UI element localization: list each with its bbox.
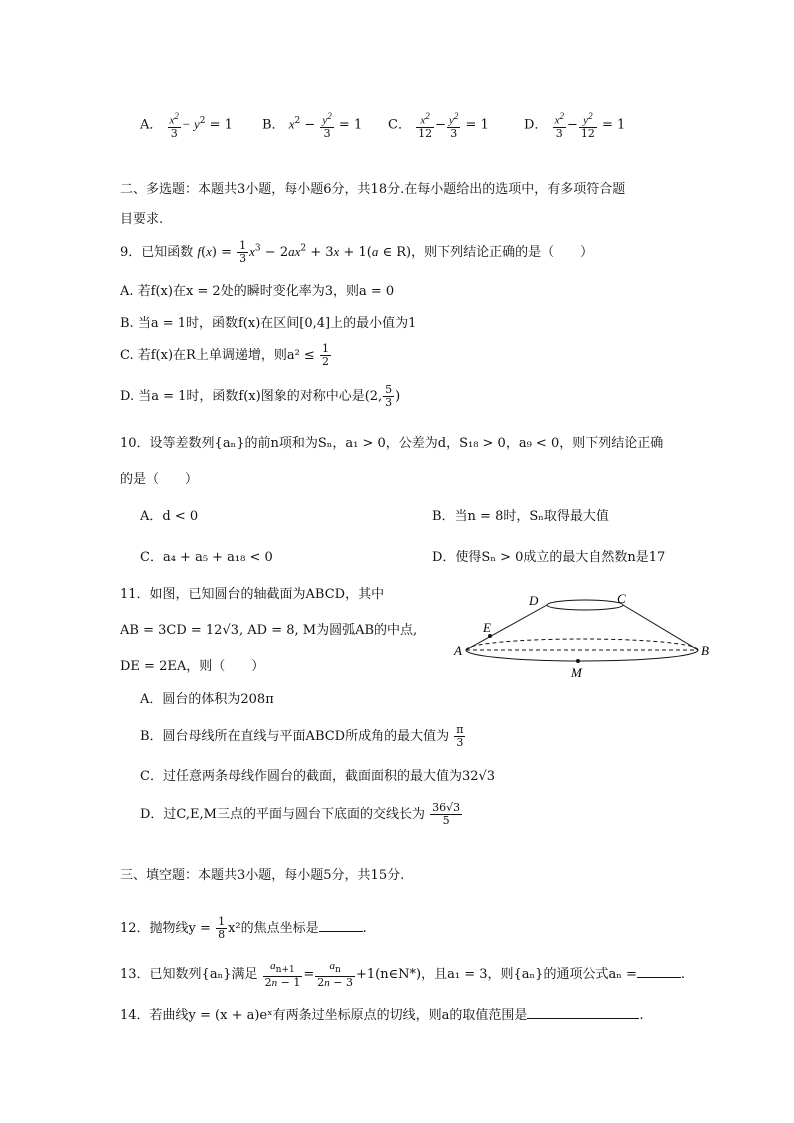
q12-suffix: x²的焦点坐标是 bbox=[228, 921, 319, 936]
q8-option-c-label: C． bbox=[388, 117, 411, 133]
fraction: $\frac{1}{3}$ bbox=[239, 239, 247, 265]
q9-prefix: 9．已知函数 bbox=[120, 245, 194, 260]
q9-option-d-text: D. 当a = 1时，函数f(x)图象的对称中心是(2, bbox=[120, 389, 383, 404]
q9-option-b: B. 当a = 1时，函数f(x)在区间[0,4]上的最小值为1 bbox=[120, 316, 417, 331]
section3-heading: 三、填空题：本题共3小题，每小题5分，共15分. bbox=[120, 868, 405, 883]
q8-option-a-label: A． bbox=[140, 117, 163, 133]
fraction: $\frac{y^2}{3}$ bbox=[322, 111, 332, 140]
q8-option-c: C． $\frac{x^2}{12}$ − $\frac{y^2}{3}$ = 1 bbox=[388, 111, 489, 140]
q11-option-d-text: D．过C,E,M三点的平面与圆台下底面的交线长为 bbox=[140, 807, 425, 822]
q14-text: 14．若曲线y = (x + a)eˣ有两条过坐标原点的切线，则a的取值范围是 bbox=[120, 1008, 528, 1023]
fraction: $\frac{x^2}{12}$ bbox=[418, 111, 433, 140]
label-b: B bbox=[701, 643, 709, 658]
q11-option-a: A．圆台的体积为208π bbox=[140, 692, 274, 707]
q11-option-c: C．过任意两条母线作圆台的截面，截面面积的最大值为32√3 bbox=[140, 769, 496, 784]
fraction: $\frac{a_{n+1}}{2n - 1}$ bbox=[264, 960, 301, 990]
label-m: M bbox=[571, 665, 582, 680]
fraction: $\frac{y^2}{3}$ bbox=[449, 111, 459, 140]
q11-option-d bbox=[140, 802, 463, 827]
answer-blank[interactable] bbox=[527, 1018, 639, 1019]
generatrix-bc bbox=[623, 605, 698, 650]
point-m bbox=[576, 659, 580, 663]
fraction: $\frac{1}{8}$ bbox=[218, 915, 226, 941]
q13-prefix: 13．已知数列{aₙ}满足 bbox=[120, 967, 258, 983]
q9-option-d: D. 当a = 1时，函数f(x)图象的对称中心是(2, $\frac{5}{3}$ ) bbox=[120, 383, 401, 409]
fraction: $\frac{1}{2}$ bbox=[321, 342, 329, 368]
label-c: C bbox=[617, 591, 626, 606]
bottom-base-front-arc bbox=[466, 650, 698, 661]
section2-heading-line1: 二、多选题：本题共3小题，每小题6分，共18分.在每小题给出的选项中，有多项符合题 bbox=[120, 182, 626, 197]
q14: 14．若曲线y = (x + a)eˣ有两条过坐标原点的切线，则a的取值范围是 . bbox=[120, 1008, 644, 1023]
q10-option-b: B．当n = 8时，Sₙ取得最大值 bbox=[432, 509, 609, 524]
q12-prefix: 12．抛物线y = bbox=[120, 921, 211, 936]
q10-option-a: A．d < 0 bbox=[140, 509, 199, 524]
q11-stem-line2: AB = 3CD = 12√3, AD = 8, M为圆弧AB的中点, bbox=[120, 623, 418, 638]
q11-option-b bbox=[140, 724, 466, 749]
q10-option-d: D．使得Sₙ > 0成立的最大自然数n是17 bbox=[432, 550, 666, 565]
q9-suffix: ，则下列结论正确的是（ ） bbox=[411, 245, 594, 260]
q11-option-b-text: B．圆台母线所在直线与平面ABCD所成角的最大值为 bbox=[140, 729, 450, 744]
q9-option-c bbox=[120, 343, 332, 368]
q8-option-d: D． $\frac{x^2}{3}$ − $\frac{y^2}{12}$ = 1 bbox=[524, 111, 626, 140]
q8-option-b-label: B． bbox=[262, 117, 285, 133]
label-d: D bbox=[529, 593, 539, 608]
q13: 13．已知数列{aₙ}满足 $\frac{a_{n+1}}{2n - 1}$ = $\frac{a_n}{2n - 3}$ +1(n∈N*)，且a₁ = 3，则{aₙ}的通项公式aₙ = . bbox=[120, 960, 685, 990]
fraction: $\frac{a_n}{2n - 3}$ bbox=[317, 960, 353, 990]
q10-stem-line1: 10．设等差数列{aₙ}的前n项和为Sₙ，a₁ > 0，公差为d，S₁₈ > 0，a₉ < 0，则下列结论正确 bbox=[120, 436, 664, 451]
q12: 12．抛物线y = $\frac{1}{8}$ x²的焦点坐标是 . bbox=[120, 915, 367, 941]
bottom-base-back-arc bbox=[466, 639, 698, 650]
label-e: E bbox=[483, 620, 491, 635]
generatrix-ad bbox=[466, 605, 547, 650]
fraction: $\frac{x^2}{3}$ bbox=[169, 111, 179, 140]
q13-middle: +1(n∈N*)，且a₁ = 3，则{aₙ}的通项公式aₙ = bbox=[355, 967, 637, 983]
frustum-figure bbox=[450, 588, 710, 684]
answer-blank[interactable] bbox=[319, 931, 363, 932]
top-base-ellipse bbox=[547, 600, 623, 610]
section2-heading-line2: 目要求. bbox=[120, 212, 164, 227]
q8-option-d-label: D． bbox=[524, 117, 548, 133]
answer-blank[interactable] bbox=[637, 977, 681, 978]
fraction: $\frac{y^2}{12}$ bbox=[580, 111, 595, 140]
label-a: A bbox=[454, 643, 462, 658]
q9-option-c-text: C. 若f(x)在R上单调递增，则a² ≤ bbox=[120, 348, 315, 363]
q8-option-a: A． $\frac{x^2}{3}$ − $y^2 = 1$ bbox=[140, 111, 233, 140]
fraction: $\frac{x^2}{3}$ bbox=[554, 111, 564, 140]
q10-stem-line2: 的是（ ） bbox=[120, 472, 199, 487]
q11-stem-line3: DE = 2EA，则（ ） bbox=[120, 659, 265, 674]
q9-stem: 9．已知函数 f(x) = $\frac{1}{3}$ $x^3 - 2ax^2 + 3x + 1(a$ ∈ R)，则下列结论正确的是（ ） bbox=[120, 239, 594, 265]
fraction: $\frac{5}{3}$ bbox=[385, 383, 393, 409]
fraction: $\frac{\pi}{3}$ bbox=[456, 723, 464, 749]
q10-option-c: C．a₄ + a₅ + a₁₈ < 0 bbox=[140, 550, 273, 565]
q9-option-a: A. 若f(x)在x = 2处的瞬时变化率为3，则a = 0 bbox=[120, 284, 395, 299]
q11-stem-line1: 11．如图，已知圆台的轴截面为ABCD，其中 bbox=[120, 587, 385, 602]
q8-option-b: B． $x^2$ − $\frac{y^2}{3}$ = 1 bbox=[262, 111, 363, 140]
fraction: $\frac{36√3}{5}$ bbox=[432, 801, 461, 827]
